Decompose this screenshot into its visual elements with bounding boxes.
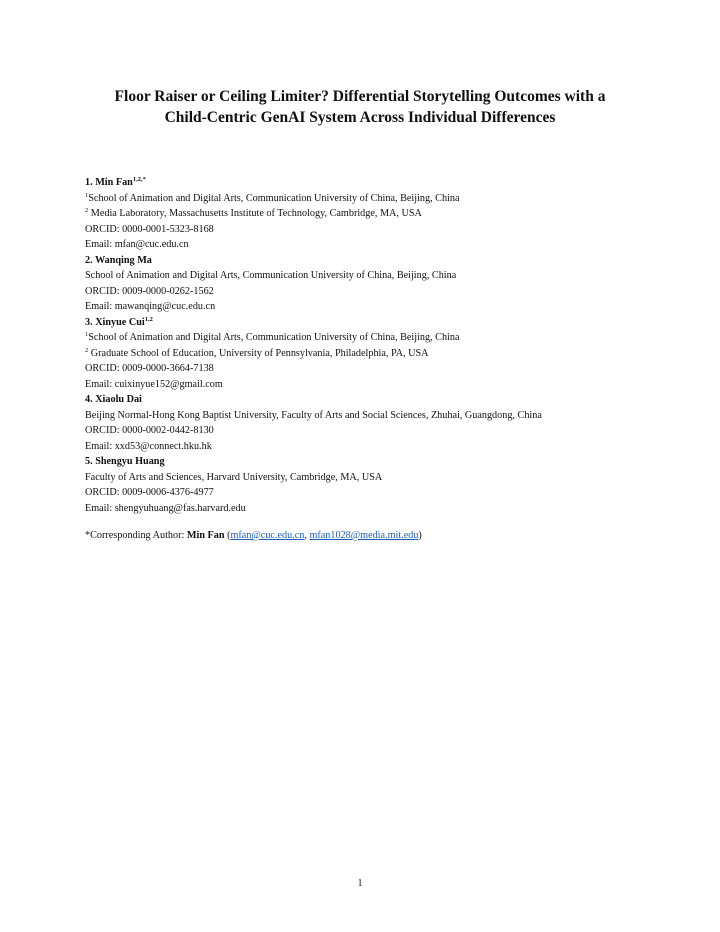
author-email: Email: mfan@cuc.edu.cn	[85, 239, 189, 250]
corresponding-author	[85, 528, 680, 544]
author-email: Email: shengyuhuang@fas.harvard.edu	[85, 502, 246, 514]
author-name-text: 4. Xiaolu Dai	[85, 394, 142, 405]
author-affiliation	[85, 206, 680, 222]
author-orcid: ORCID: 0009-0000-0262-1562	[85, 285, 214, 297]
author-block	[85, 392, 680, 454]
author-name-text: 5. Shengyu Huang	[85, 456, 165, 467]
corresponding-open-paren: (	[224, 530, 231, 541]
author-name	[85, 315, 680, 331]
paper-title	[60, 86, 660, 128]
affiliation-number: 2	[85, 207, 89, 214]
corresponding-close-paren: )	[418, 530, 422, 541]
corresponding-email-link-1[interactable]: mfan@cuc.edu.cn	[230, 530, 305, 541]
author-affiliation	[85, 191, 680, 207]
corresponding-separator: ,	[304, 530, 310, 541]
author-affiliation	[85, 268, 680, 284]
author-affiliation	[85, 470, 680, 486]
affiliation-number: 1	[85, 191, 89, 199]
author-name	[85, 175, 680, 191]
affiliation-text: School of Animation and Digital Arts, Communication University of China, Beijing, China	[88, 192, 460, 204]
corresponding-email-link-2[interactable]: mfan1028@media.mit.edu	[309, 530, 419, 541]
affiliation-number: 1	[85, 331, 89, 338]
author-container	[85, 175, 680, 516]
author-name-text: 2. Wanqing Ma	[85, 254, 152, 266]
author-block	[85, 253, 680, 315]
author-orcid: ORCID: 0009-0006-4376-4977	[85, 487, 214, 498]
author-name	[85, 392, 680, 408]
author-email: Email: mawanqing@cuc.edu.cn	[85, 301, 216, 312]
author-email: Email: cuixinyue152@gmail.com	[85, 378, 223, 390]
author-name-text: 1. Min Fan	[85, 177, 133, 188]
corresponding-prefix: *Corresponding Author:	[85, 530, 187, 541]
author-email: Email: xxd53@connect.hku.hk	[85, 440, 212, 452]
author-block	[85, 454, 680, 516]
author-name	[85, 253, 680, 269]
affiliation-text: Graduate School of Education, University of Pennsylvania, Philadelphia, PA, USA	[88, 347, 429, 359]
author-affiliation	[85, 408, 680, 424]
author-orcid: ORCID: 0000-0001-5323-8168	[85, 223, 214, 235]
author-block	[85, 315, 680, 393]
title-line-2: Child-Centric GenAI System Across Individual Differences	[164, 109, 556, 126]
affiliation-text: Media Laboratory, Massachusetts Institute of Technology, Cambridge, MA, USA	[88, 208, 422, 219]
affiliation-text: School of Animation and Digital Arts, Communication University of China, Beijing, China	[85, 270, 457, 281]
author-affiliation-marks: 1,2,*	[132, 176, 146, 183]
author-orcid: ORCID: 0000-0002-0442-8130	[85, 425, 214, 436]
author-affiliation	[85, 346, 680, 362]
affiliation-number: 2	[85, 346, 89, 354]
page-number: 1	[357, 878, 363, 889]
affiliation-text: Faculty of Arts and Sciences, Harvard University, Cambridge, MA, USA	[85, 471, 383, 483]
title-line-1: Floor Raiser or Ceiling Limiter? Differential Storytelling Outcomes with a	[114, 88, 606, 105]
author-block	[85, 175, 680, 253]
affiliation-text: Beijing Normal-Hong Kong Baptist University, Faculty of Arts and Social Sciences, Zhuhai, Guangdong, China	[85, 409, 542, 421]
author-affiliation-marks: 1,2	[144, 315, 153, 323]
author-name	[85, 454, 680, 470]
author-list	[85, 175, 680, 544]
author-affiliation	[85, 330, 680, 346]
author-orcid: ORCID: 0009-0000-3664-7138	[85, 363, 214, 374]
corresponding-name: Min Fan	[186, 530, 225, 541]
affiliation-text: School of Animation and Digital Arts, Communication University of China, Beijing, China	[88, 332, 460, 343]
author-name-text: 3. Xinyue Cui	[85, 316, 145, 328]
